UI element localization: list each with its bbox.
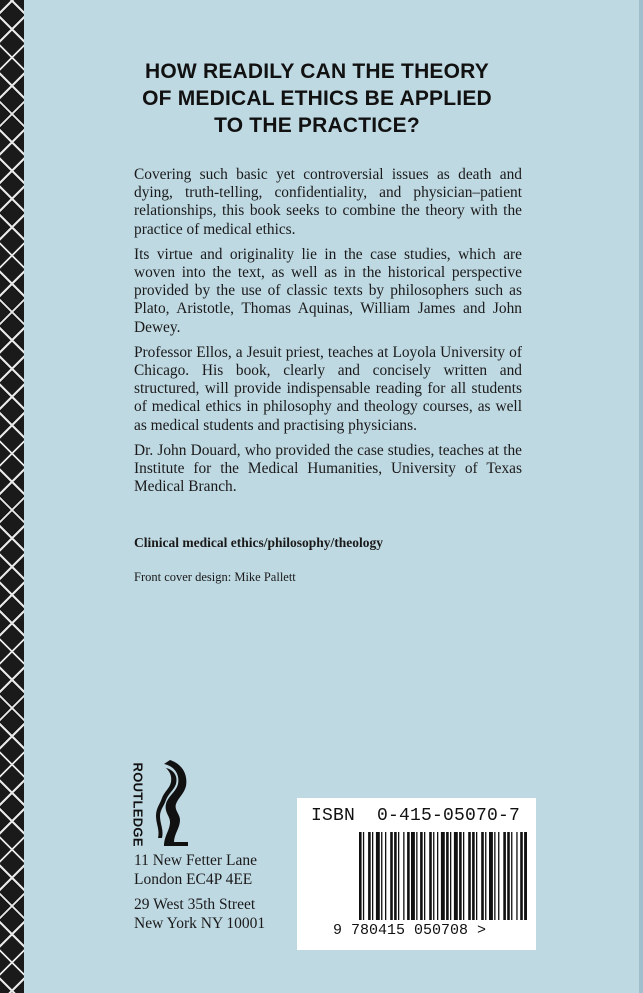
blurb — [134, 166, 522, 503]
barcode-bar — [498, 832, 499, 920]
barcode-bar — [481, 832, 484, 920]
publisher-name: ROUTLEDGE — [130, 762, 146, 847]
headline-line-1: HOW READILY CAN THE THEORY — [145, 60, 489, 83]
barcode-bar — [459, 832, 462, 920]
barcode-bar — [411, 832, 415, 920]
blurb-paragraph-3: Professor Ellos, a Jesuit priest, teaches at Loyola University of Chicago. His book, clearly and concisely written and structured, will provide indispensable reading for all students of medical ethics in philosophy and theology courses, as well as medical students and practising physicians. — [134, 343, 522, 434]
blurb-paragraph-2: Its virtue and originality lie in the case studies, which are woven into the text, as well as in the historical perspective provided by the use of classic texts by philosophers such as Plato, Aristotle, Thomas Aquinas, William James and John Dewey. — [134, 245, 522, 336]
barcode-bar — [463, 832, 464, 920]
barcode-bar — [503, 832, 506, 920]
barcode-bar — [472, 832, 475, 920]
barcode-bar — [363, 832, 364, 920]
barcode-bar — [381, 832, 382, 920]
barcode-bar — [485, 832, 486, 920]
barcode-bar — [489, 832, 493, 920]
address-uk-line-2: London EC4P 4EE — [134, 871, 253, 888]
blurb-paragraph-4: Dr. John Douard, who provided the case studies, teaches at the Institute for the Medical Humanities, University of Texas Medical Branch. — [134, 441, 522, 496]
barcode-bar — [403, 832, 404, 920]
barcode-bar — [450, 832, 451, 920]
barcode-bar — [407, 832, 410, 920]
subject-category: Clinical medical ethics/philosophy/theology — [134, 535, 384, 550]
address-us-line-2: New York NY 10001 — [134, 915, 266, 932]
address-us-line-1: 29 West 35th Street — [134, 896, 256, 913]
barcode-bar — [446, 832, 449, 920]
right-edge-strip — [639, 0, 643, 993]
barcode-bar — [368, 832, 371, 920]
barcode-bar — [433, 832, 434, 920]
barcode-bar — [494, 832, 495, 920]
decorative-left-border — [0, 0, 24, 993]
barcode-bar — [468, 832, 471, 920]
address-uk-line-1: 11 New Fetter Lane — [134, 852, 257, 869]
headline-line-3: TO THE PRACTICE? — [214, 114, 420, 137]
barcode-bar — [520, 832, 523, 920]
blurb-paragraph-1: Covering such basic yet controversial issues as death and dying, truth-telling, confidentiality, and physician–patient relationships, this book seeks to combine the theory with the practice of medical ethics. — [134, 166, 522, 238]
barcode-bar — [429, 832, 432, 920]
barcode-bar — [511, 832, 512, 920]
barcode-bar — [454, 832, 458, 920]
cover-design-credit: Front cover design: Mike Pallett — [134, 570, 296, 584]
barcode-digits: 9 780415 050708 > — [333, 922, 487, 939]
barcode-bar — [524, 832, 527, 920]
barcode-bar — [394, 832, 397, 920]
headline-line-2: OF MEDICAL ETHICS BE APPLIED — [142, 87, 492, 110]
barcode-bar — [516, 832, 517, 920]
barcode-bar — [441, 832, 445, 920]
barcode-bar — [424, 832, 425, 920]
barcode-bar — [437, 832, 438, 920]
barcode-bar — [385, 832, 386, 920]
barcode-bar — [376, 832, 380, 920]
barcode-bars-icon — [359, 832, 527, 920]
barcode-bar — [390, 832, 393, 920]
barcode-bar — [420, 832, 423, 920]
barcode-bar — [398, 832, 399, 920]
barcode-bar — [476, 832, 477, 920]
isbn-number: ISBN 0-415-05070-7 — [311, 806, 521, 826]
headline — [112, 58, 522, 139]
barcode-bar — [507, 832, 510, 920]
barcode-bar — [359, 832, 362, 920]
barcode-panel — [297, 798, 536, 950]
barcode-bar — [372, 832, 373, 920]
barcode-bar — [416, 832, 417, 920]
